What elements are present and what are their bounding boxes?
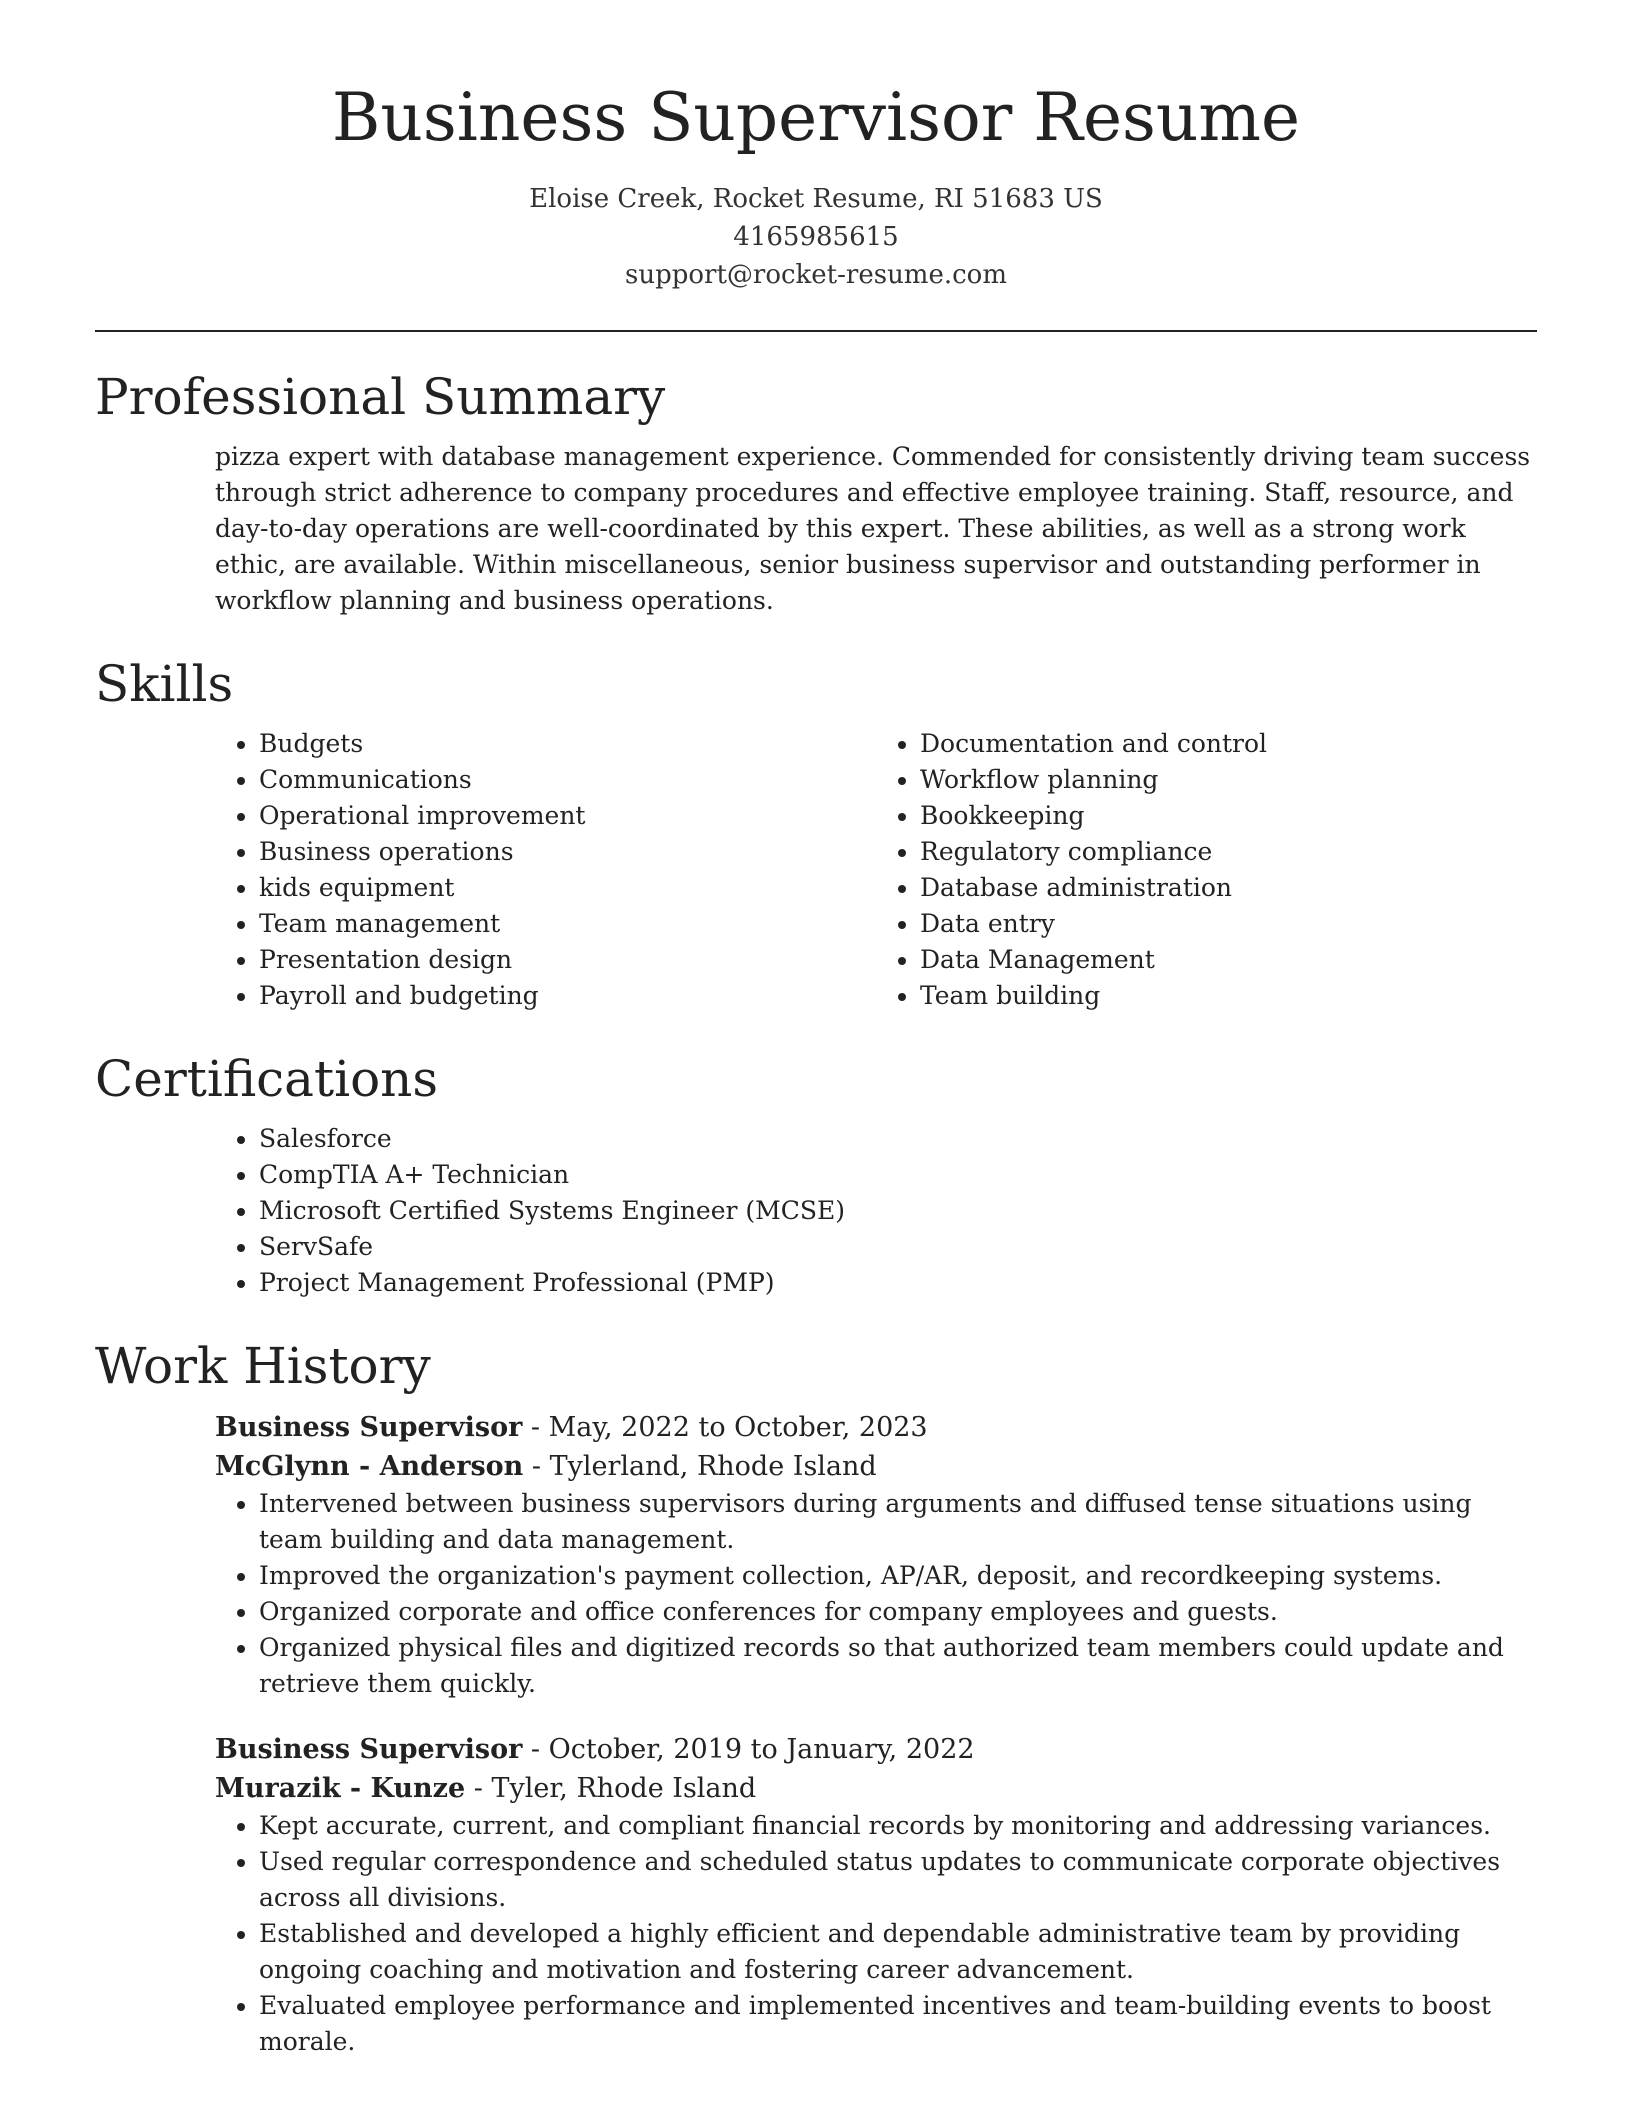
job-duty-item: • Organized corporate and office conferences for company employees and guests.	[259, 1594, 1537, 1630]
skill-item: • Documentation and control	[920, 726, 1537, 762]
job-company-line	[215, 1447, 1537, 1486]
job-title: Business Supervisor	[215, 1733, 523, 1765]
certifications-heading: Certifications	[95, 1049, 439, 1108]
skills-list-right	[876, 726, 1537, 1014]
work-history-section	[95, 1336, 1537, 2060]
summary-text: pizza expert with database management experience. Commended for consistently driving team success through strict adherence to company procedures and effective employee training. Staff, resource, and day-to-day operations are well-coordinated by this expert. These abilities, as well as a strong work ethic, are available. Within miscellaneous, senior business supervisor and outstanding performer in workflow planning and business operations.	[215, 441, 1531, 615]
job-duty-item: • Kept accurate, current, and compliant financial records by monitoring and addressing variances.	[259, 1808, 1537, 1844]
job-duty-item: • Evaluated employee performance and implemented incentives and team-building events to boost morale.	[259, 1988, 1537, 2060]
skills-section	[95, 654, 1537, 1014]
job-title: Business Supervisor	[215, 1411, 523, 1443]
skill-item: • Budgets	[259, 726, 876, 762]
job-location: - Tylerland, Rhode Island	[523, 1450, 877, 1482]
contact-address: Eloise Creek, Rocket Resume, RI 51683 US	[529, 183, 1103, 214]
contact-phone: 4165985615	[733, 221, 899, 252]
job-company: Murazik - Kunze	[215, 1772, 466, 1804]
skills-columns	[215, 726, 1537, 1014]
job-dates: - May, 2022 to October, 2023	[522, 1411, 928, 1443]
skill-item: • Workflow planning	[920, 762, 1537, 798]
job-entry	[215, 1408, 1537, 1702]
skill-item: • Data Management	[920, 942, 1537, 978]
page-title: Business Supervisor Resume	[331, 79, 1301, 156]
certifications-section	[95, 1049, 1537, 1301]
job-location: - Tyler, Rhode Island	[465, 1772, 757, 1804]
job-title-line	[215, 1408, 1537, 1447]
skill-item: • Database administration	[920, 870, 1537, 906]
summary-section	[95, 367, 1537, 619]
job-duty-item: • Improved the organization's payment collection, AP/AR, deposit, and recordkeeping systems.	[259, 1558, 1537, 1594]
skills-heading: Skills	[95, 654, 234, 713]
job-company: McGlynn - Anderson	[215, 1450, 524, 1482]
certification-item: • Salesforce	[259, 1121, 1537, 1157]
skill-item: • Presentation design	[259, 942, 876, 978]
skill-item: • Communications	[259, 762, 876, 798]
job-duties-list	[215, 1808, 1537, 2060]
job-dates: - October, 2019 to January, 2022	[522, 1733, 975, 1765]
certifications-list	[215, 1121, 1537, 1301]
job-company-line	[215, 1769, 1537, 1808]
certification-item: • CompTIA A+ Technician	[259, 1157, 1537, 1193]
skill-item: • kids equipment	[259, 870, 876, 906]
skill-item: • Operational improvement	[259, 798, 876, 834]
skill-item: • Regulatory compliance	[920, 834, 1537, 870]
certification-item: • Project Management Professional (PMP)	[259, 1265, 1537, 1301]
job-duty-item: • Intervened between business supervisors during arguments and diffused tense situations using team building and data management.	[259, 1486, 1537, 1558]
contact-email: support@rocket-resume.com	[624, 259, 1007, 290]
skill-item: • Business operations	[259, 834, 876, 870]
job-duty-item: • Organized physical files and digitized records so that authorized team members could update and retrieve them quickly.	[259, 1630, 1537, 1702]
skill-item: • Team building	[920, 978, 1537, 1014]
job-duties-list	[215, 1486, 1537, 1702]
job-entry	[215, 1730, 1537, 2060]
job-duty-item: • Used regular correspondence and scheduled status updates to communicate corporate objectives across all divisions.	[259, 1844, 1537, 1916]
skill-item: • Team management	[259, 906, 876, 942]
summary-heading: Professional Summary	[95, 367, 666, 426]
header-divider	[95, 330, 1537, 332]
job-duty-item: • Established and developed a highly efficient and dependable administrative team by providing ongoing coaching and motivation and fostering career advancement.	[259, 1916, 1537, 1988]
skill-item: • Payroll and budgeting	[259, 978, 876, 1014]
skill-item: • Bookkeeping	[920, 798, 1537, 834]
certification-item: • Microsoft Certified Systems Engineer (MCSE)	[259, 1193, 1537, 1229]
skills-list-left	[215, 726, 876, 1014]
certification-item: • ServSafe	[259, 1229, 1537, 1265]
job-title-line	[215, 1730, 1537, 1769]
contact-block	[95, 180, 1537, 294]
work-history-heading: Work History	[95, 1336, 431, 1395]
skill-item: • Data entry	[920, 906, 1537, 942]
